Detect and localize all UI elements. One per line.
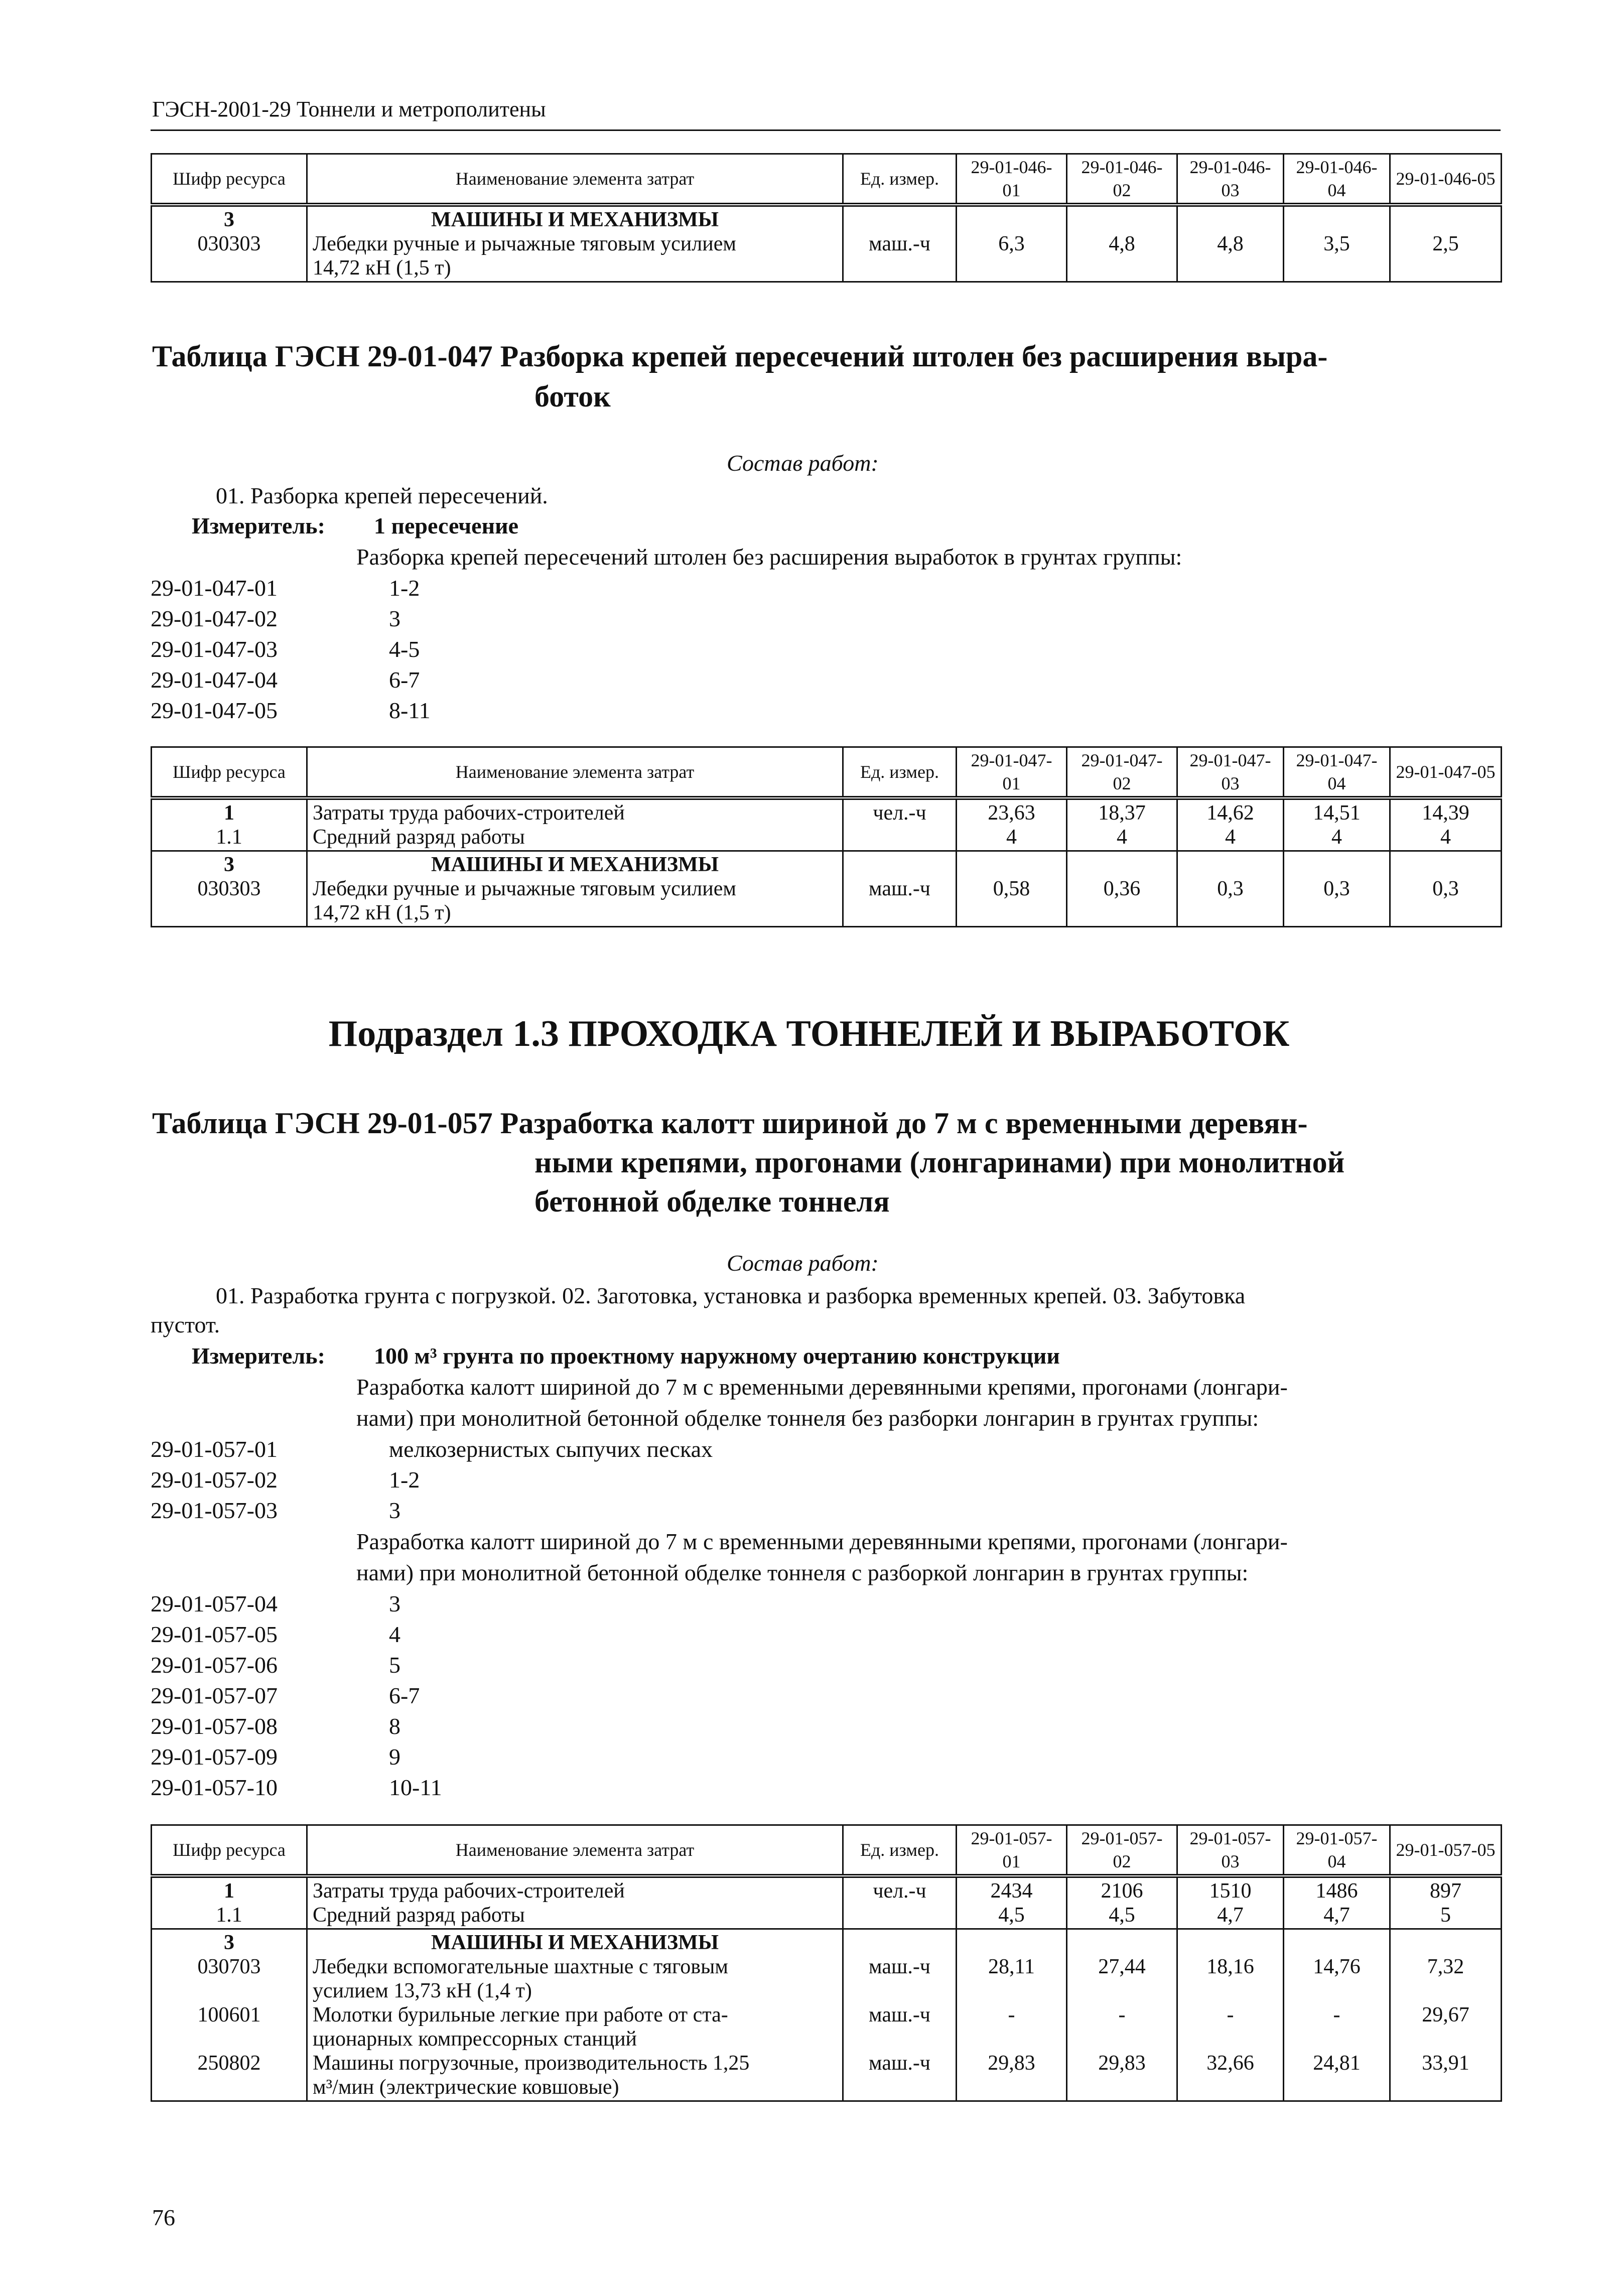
norm-code: 29-01-047-02 <box>151 606 278 631</box>
col-name-header: Наименование элемента затрат <box>307 1825 843 1876</box>
meter-label: Измеритель: <box>192 513 325 538</box>
col-unit-header: Ед. измер. <box>843 747 957 798</box>
grade-value: 4,7 <box>1323 1904 1350 1927</box>
col-header: 29-01-047-01 <box>957 747 1067 798</box>
composition-label: Состав работ: <box>727 1250 879 1276</box>
norm-code: 29-01-057-03 <box>151 1498 278 1523</box>
col-unit-header: Ед. измер. <box>843 154 957 205</box>
cost-table-057 <box>151 1824 1502 2102</box>
col-header: 29-01-057-05 <box>1390 1825 1502 1876</box>
col-header: 29-01-046-01 <box>957 154 1067 205</box>
resource-name-cont: м³/мин (электрические ковшовые) <box>313 2076 619 2099</box>
value-cell: 14,62 <box>1206 801 1254 825</box>
group-intro: Разработка калотт шириной до 7 м с временными деревянными крепями, прогонами (лонгари- <box>356 1529 1288 1554</box>
value-cell: - <box>1333 2003 1340 2027</box>
grade-value: 5 <box>1440 1904 1451 1927</box>
norm-group: 8 <box>389 1713 400 1739</box>
value-cell: 0,3 <box>1177 851 1284 927</box>
col-header: 29-01-046-02 <box>1067 154 1177 205</box>
value-cell: 2106 <box>1101 1879 1143 1903</box>
value-cell: 32,66 <box>1206 2052 1254 2075</box>
cost-table-046 <box>151 153 1502 283</box>
unit-cell: маш.-ч <box>843 851 957 927</box>
grade-name: Средний разряд работы <box>313 1904 525 1927</box>
grade-value: 4 <box>1117 826 1127 849</box>
meter-value: 100 м³ грунта по проектному наружному очертанию конструкции <box>374 1343 1060 1369</box>
col-header: 29-01-047-02 <box>1067 747 1177 798</box>
value-cell: 897 <box>1430 1879 1461 1903</box>
value-cell: 27,44 <box>1098 1955 1146 1978</box>
norm-code: 29-01-057-07 <box>151 1683 278 1708</box>
norm-code: 29-01-047-05 <box>151 698 278 723</box>
col-header: 29-01-047-04 <box>1284 747 1390 798</box>
unit-cell: маш.-ч <box>869 2003 930 2027</box>
col-header: 29-01-047-05 <box>1390 747 1502 798</box>
resource-name: Лебедки вспомогательные шахтные с тяговым <box>313 1955 728 1978</box>
group-intro-cont: нами) при монолитной бетонной обделке тоннеля без разборки лонгарин в грунтах группы: <box>356 1405 1259 1431</box>
value-cell: 0,36 <box>1067 851 1177 927</box>
unit-cell: маш.-ч <box>843 205 957 282</box>
section-name: МАШИНЫ И МЕХАНИЗМЫ <box>431 208 719 231</box>
norm-group: 6-7 <box>389 1683 420 1708</box>
value-cell: 0,3 <box>1390 851 1502 927</box>
norm-group: 3 <box>389 1498 400 1523</box>
norm-code: 29-01-057-08 <box>151 1713 278 1739</box>
value-cell: 3,5 <box>1284 205 1390 282</box>
norm-code: 29-01-057-05 <box>151 1622 278 1647</box>
section-code: 3 <box>224 208 234 231</box>
header-rule <box>151 129 1501 131</box>
resource-code: 030303 <box>197 877 261 900</box>
col-name-header: Наименование элемента затрат <box>307 747 843 798</box>
resource-name-cont: ционарных компрессорных станций <box>313 2028 637 2051</box>
resource-name: Молотки бурильные легкие при работе от ста- <box>313 2003 728 2027</box>
resource-code: 250802 <box>197 2052 261 2075</box>
value-cell: 7,32 <box>1427 1955 1464 1978</box>
table-057-title-line2: ными крепями, прогонами (лонгаринами) при монолитной <box>534 1146 1345 1179</box>
resource-name-cont: усилием 13,73 кН (1,4 т) <box>313 1979 532 2002</box>
grade-code: 1.1 <box>216 1904 242 1927</box>
unit-cell: маш.-ч <box>869 2052 930 2075</box>
table-047-title-line2: боток <box>534 380 611 413</box>
col-code-header: Шифр ресурса <box>152 154 307 205</box>
norm-code: 29-01-057-01 <box>151 1436 278 1462</box>
unit-cell: маш.-ч <box>869 1955 930 1978</box>
col-header: 29-01-046-03 <box>1177 154 1284 205</box>
composition-label: Состав работ: <box>727 450 879 476</box>
value-cell: 1486 <box>1315 1879 1358 1903</box>
value-cell: 4,8 <box>1177 205 1284 282</box>
col-header: 29-01-057-01 <box>957 1825 1067 1876</box>
grade-value: 4,7 <box>1217 1904 1244 1927</box>
resource-code: 030303 <box>197 232 261 255</box>
grade-value: 4 <box>1225 826 1236 849</box>
resource-name: Лебедки ручные и рычажные тяговым усилием <box>313 877 736 900</box>
norm-group: 1-2 <box>389 1467 420 1493</box>
table-057-title-line3: бетонной обделке тоннеля <box>534 1185 890 1218</box>
value-cell: 6,3 <box>957 205 1067 282</box>
group-intro: Разработка калотт шириной до 7 м с временными деревянными крепями, прогонами (лонгари- <box>356 1374 1288 1400</box>
value-cell: 18,16 <box>1206 1955 1254 1978</box>
meter-label: Измеритель: <box>192 1343 325 1369</box>
norm-group: 10-11 <box>389 1775 442 1800</box>
grade-value: 4 <box>1006 826 1017 849</box>
col-code-header: Шифр ресурса <box>152 747 307 798</box>
table-row <box>152 205 1502 282</box>
table-header-row <box>152 154 1502 205</box>
col-header: 29-01-057-02 <box>1067 1825 1177 1876</box>
value-cell: 4,8 <box>1067 205 1177 282</box>
value-cell: 0,58 <box>957 851 1067 927</box>
norm-group: 9 <box>389 1744 400 1770</box>
table-047-title-line1: Таблица ГЭСН 29-01-047 Разборка крепей пересечений штолен без расширения выра- <box>152 340 1328 373</box>
resource-code: 030703 <box>197 1955 261 1978</box>
col-header: 29-01-057-04 <box>1284 1825 1390 1876</box>
value-cell: 29,83 <box>988 2052 1035 2075</box>
norm-group: 3 <box>389 1591 400 1616</box>
subsection-title: Подраздел 1.3 ПРОХОДКА ТОННЕЛЕЙ И ВЫРАБОТОК <box>328 1013 1290 1054</box>
cost-table-047 <box>151 746 1502 927</box>
grade-value: 4,5 <box>998 1904 1025 1927</box>
norm-group: 4 <box>389 1622 400 1647</box>
col-header: 29-01-046-05 <box>1390 154 1502 205</box>
value-cell: 33,91 <box>1422 2052 1469 2075</box>
value-cell: 23,63 <box>988 801 1035 825</box>
meter-value: 1 пересечение <box>374 513 519 538</box>
table-057-title-line1: Таблица ГЭСН 29-01-057 Разработка калотт шириной до 7 м с временными деревян- <box>152 1107 1308 1140</box>
resource-name: Лебедки ручные и рычажные тяговым усилием <box>313 232 736 255</box>
value-cell: 29,67 <box>1422 2003 1469 2027</box>
col-unit-header: Ед. измер. <box>843 1825 957 1876</box>
norm-code: 29-01-057-02 <box>151 1467 278 1493</box>
norm-group: 8-11 <box>389 698 431 723</box>
norm-group: 6-7 <box>389 667 420 693</box>
value-cell: 1510 <box>1209 1879 1252 1903</box>
grade-name: Средний разряд работы <box>313 826 525 849</box>
norm-code: 29-01-057-09 <box>151 1744 278 1770</box>
labor-name: Затраты труда рабочих-строителей <box>313 801 625 825</box>
running-header: ГЭСН-2001-29 Тоннели и метрополитены <box>152 97 546 121</box>
norm-code: 29-01-047-04 <box>151 667 278 693</box>
norm-code: 29-01-057-10 <box>151 1775 278 1800</box>
table-header-row <box>152 1825 1502 1876</box>
table-header-row <box>152 747 1502 798</box>
resource-name-cont: 14,72 кН (1,5 т) <box>313 901 451 924</box>
value-cell: 29,83 <box>1098 2052 1146 2075</box>
norm-code: 29-01-047-01 <box>151 575 278 601</box>
value-cell: 14,39 <box>1422 801 1469 825</box>
labor-name: Затраты труда рабочих-строителей <box>313 1879 625 1903</box>
norm-group: 5 <box>389 1652 400 1678</box>
value-cell: 18,37 <box>1098 801 1146 825</box>
col-code-header: Шифр ресурса <box>152 1825 307 1876</box>
resource-name: Машины погрузочные, производительность 1,25 <box>313 2052 750 2075</box>
col-name-header: Наименование элемента затрат <box>307 154 843 205</box>
table-row <box>152 1929 1502 2101</box>
value-cell: - <box>1118 2003 1126 2027</box>
group-intro: Разборка крепей пересечений штолен без расширения выработок в грунтах группы: <box>356 544 1182 570</box>
value-cell: 28,11 <box>988 1955 1035 1978</box>
norm-group: 3 <box>389 606 400 631</box>
composition-text: 01. Разработка грунта с погрузкой. 02. Заготовка, установка и разборка временных крепей. 03. Забутовка <box>216 1283 1246 1308</box>
norm-group: 4-5 <box>389 636 420 662</box>
value-cell: 2,5 <box>1390 205 1502 282</box>
norm-group: мелкозернистых сыпучих песках <box>389 1436 713 1462</box>
value-cell: 14,51 <box>1313 801 1361 825</box>
table-row <box>152 798 1502 851</box>
section-name: МАШИНЫ И МЕХАНИЗМЫ <box>431 1931 719 1954</box>
group-intro-cont: нами) при монолитной бетонной обделке тоннеля с разборкой лонгарин в грунтах группы: <box>356 1560 1249 1585</box>
section-code: 3 <box>224 853 234 876</box>
unit-cell: чел.-ч <box>843 1876 957 1929</box>
resource-name-cont: 14,72 кН (1,5 т) <box>313 256 451 280</box>
section-code: 3 <box>224 1931 234 1954</box>
value-cell: 0,3 <box>1284 851 1390 927</box>
col-header: 29-01-046-04 <box>1284 154 1390 205</box>
grade-code: 1.1 <box>216 826 242 849</box>
composition-text-cont: пустот. <box>151 1312 220 1337</box>
table-row <box>152 851 1502 927</box>
norm-group: 1-2 <box>389 575 420 601</box>
grade-value: 4 <box>1440 826 1451 849</box>
section-name: МАШИНЫ И МЕХАНИЗМЫ <box>431 853 719 876</box>
resource-code: 100601 <box>197 2003 261 2027</box>
norm-code: 29-01-057-06 <box>151 1652 278 1678</box>
grade-value: 4 <box>1331 826 1342 849</box>
norm-code: 29-01-047-03 <box>151 636 278 662</box>
labor-code: 1 <box>224 801 234 825</box>
composition-text: 01. Разборка крепей пересечений. <box>216 483 548 508</box>
labor-code: 1 <box>224 1879 234 1903</box>
col-header: 29-01-057-03 <box>1177 1825 1284 1876</box>
table-row <box>152 1876 1502 1929</box>
page-number: 76 <box>152 2205 175 2230</box>
col-header: 29-01-047-03 <box>1177 747 1284 798</box>
value-cell: - <box>1227 2003 1234 2027</box>
value-cell: - <box>1008 2003 1015 2027</box>
grade-value: 4,5 <box>1109 1904 1135 1927</box>
value-cell: 2434 <box>990 1879 1033 1903</box>
norm-code: 29-01-057-04 <box>151 1591 278 1616</box>
value-cell: 24,81 <box>1313 2052 1361 2075</box>
value-cell: 14,76 <box>1313 1955 1361 1978</box>
unit-cell: чел.-ч <box>843 798 957 851</box>
